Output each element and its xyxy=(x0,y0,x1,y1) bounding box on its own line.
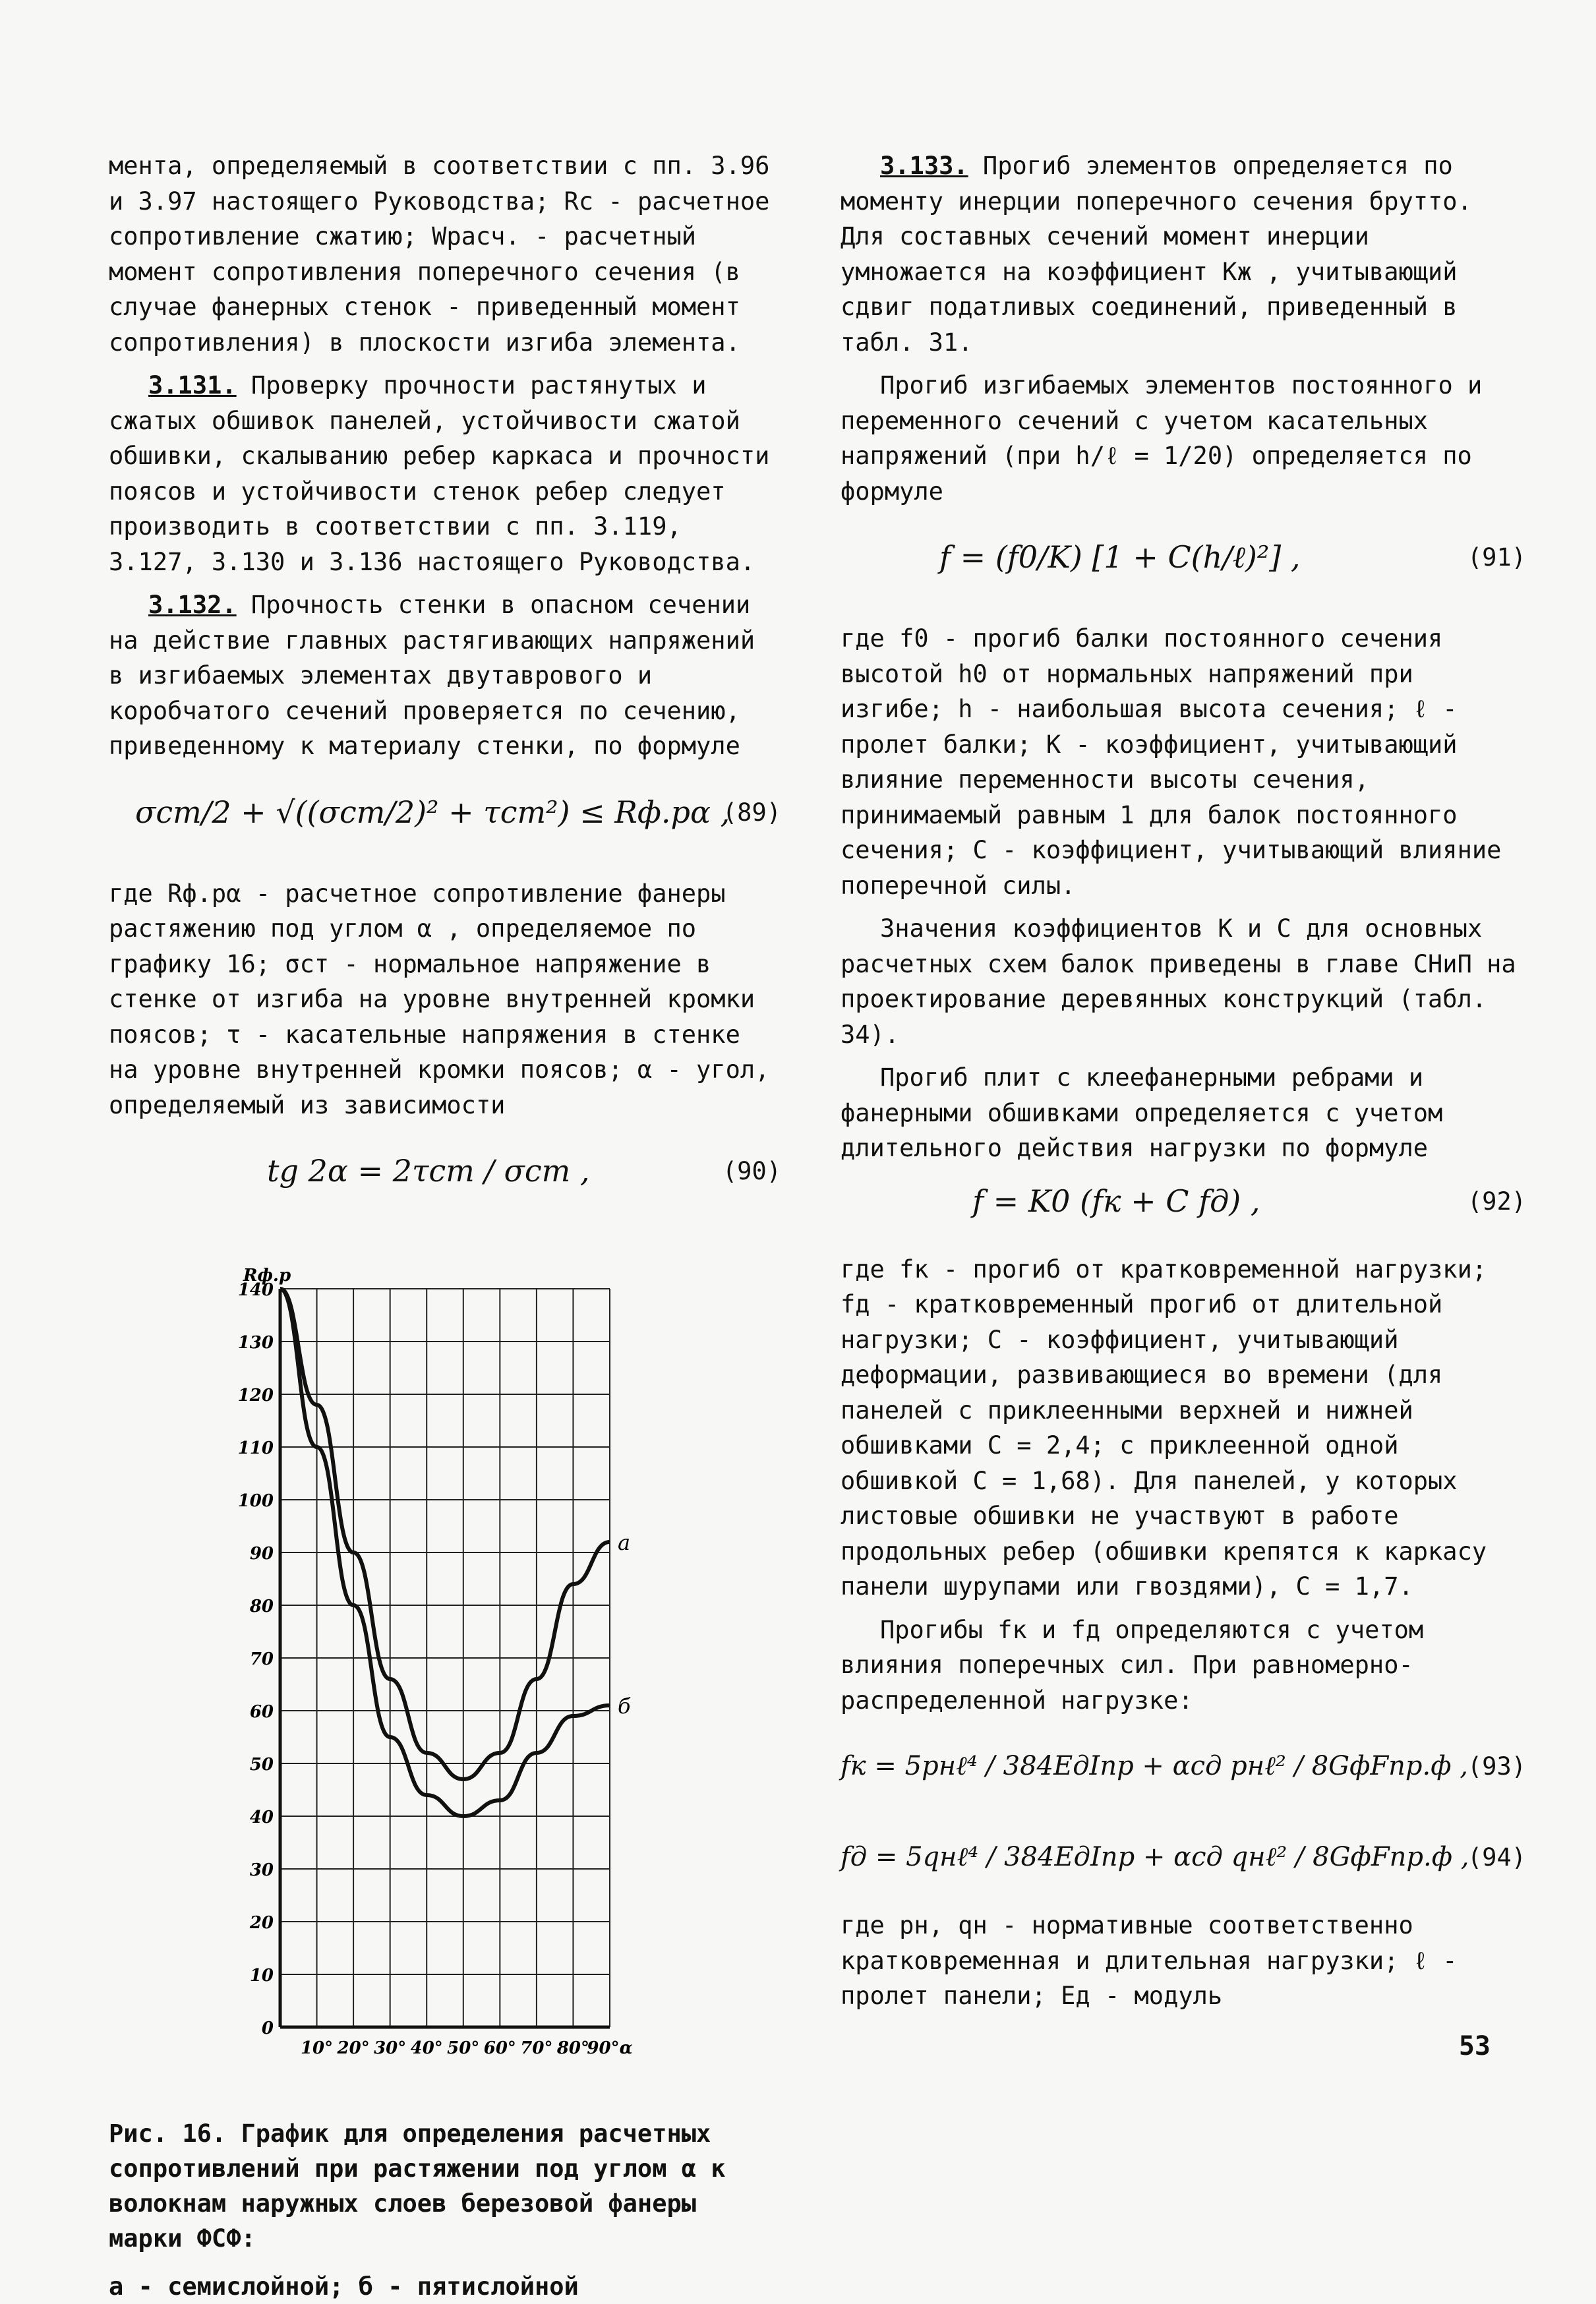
x-tick-label: 40° xyxy=(410,2038,443,2058)
formula-expression: σст/2 + √((σст/2)² + τст²) ≤ Rф.pα , xyxy=(135,794,730,830)
formula-93 xyxy=(841,1726,1526,1805)
x-tick-label: 50° xyxy=(447,2038,480,2058)
formula-89 xyxy=(109,772,781,864)
y-tick-label: 80 xyxy=(249,1597,274,1616)
y-tick-label: 60 xyxy=(249,1702,274,1722)
section-number: 3.132. xyxy=(148,591,237,619)
figure-caption: Рис. 16. График для определения расчетных сопротивлений при растяжении под углом α к волокнам наружных слоев березовой фанеры марки ФСФ: xyxy=(109,2119,726,2253)
section-text: Прочность стенки в опасном сечении на действие главных растягивающих напряжений в изгибаемых элементах двутаврового и коробчатого сечений проверяется по сечению, приведенному к материалу стенки, по формуле xyxy=(109,591,755,760)
paragraph: Значения коэффициентов K и C для основных расчетных схем балок приведены в главе СНиП на проектирование деревянных конструкций (табл. 34). xyxy=(841,914,1516,1049)
x-tick-label: 90°α xyxy=(587,2038,633,2058)
x-tick-label: 20° xyxy=(337,2038,370,2058)
formula-number: (94) xyxy=(1467,1843,1526,1872)
y-tick-label: 140 xyxy=(237,1280,274,1300)
right-column xyxy=(841,148,1526,2022)
formula-91 xyxy=(841,517,1526,609)
y-tick-label: 90 xyxy=(249,1544,274,1564)
formula-number: (90) xyxy=(722,1157,781,1185)
y-tick-label: 40 xyxy=(249,1808,274,1827)
formula-91-where: где f0 - прогиб балки постоянного сечения высотой h0 от нормальных напряжений при изгибе; h - наибольшая высота сечения; ℓ - пролет балки; K - коэффициент, учитывающий влияние переменности высоты сечения, принимаемый равным 1 для балок постоянного сечения; C - коэффициент, учитывающий влияние поперечной силы. xyxy=(841,624,1502,900)
formula-90 xyxy=(109,1131,781,1223)
formula-number: (91) xyxy=(1467,543,1526,572)
section-text: Проверку прочности растянутых и сжатых обшивок панелей, устойчивости сжатой обшивки, скалыванию ребер каркаса и прочности поясов и устойчивости стенок ребер следует производить в соответствии с пп. 3.119, 3.127, 3.130 и 3.136 настоящего Руководства. xyxy=(109,371,770,576)
y-tick-label: 10 xyxy=(249,1966,274,1986)
formula-94 xyxy=(841,1817,1526,1896)
formula-expression: f = K0 (fк + C fд) , xyxy=(972,1183,1260,1219)
paragraph-cont: мента, определяемый в соответствии с пп. 3.96 и 3.97 настоящего Руководства; Rc - расчетное сопротивление сжатию; Wрасч. - расчетный момент сопротивления поперечного сечения (в случае фанерных стенок - приведенный момент сопротивления) в плоскости изгиба элемента. xyxy=(109,152,770,357)
section-3-133 xyxy=(841,148,1526,360)
series-label: а xyxy=(618,1530,631,1555)
section-text: Прогиб элементов определяется по моменту инерции поперечного сечения брутто. Для составных сечений момент инерции умножается на коэффициент Kж , учитывающий сдвиг податливых соединений, приведенный в табл. 31. xyxy=(841,152,1472,357)
x-tick-label: 70° xyxy=(520,2038,553,2058)
y-tick-label: 100 xyxy=(237,1491,274,1511)
formula-92 xyxy=(841,1174,1526,1240)
paragraph: Прогиб изгибаемых элементов постоянного и переменного сечений с учетом касательных напряжений (при h/ℓ = 1/20) определяется по формуле xyxy=(841,371,1483,506)
formula-number: (93) xyxy=(1467,1752,1526,1781)
y-tick-label: 30 xyxy=(249,1860,274,1880)
y-tick-label: 0 xyxy=(261,2019,274,2038)
formula-92-where: где fк - прогиб от кратковременной нагрузки; fд - кратковременный прогиб от длительной нагрузки; C - коэффициент, учитывающий деформации, развивающиеся во времени (для панелей с приклеенными верхней и нижней обшивками C = 2,4; с приклеенной одной обшивкой C = 1,68). Для панелей, у которых листовые обшивки не участвуют в работе продольных ребер (обшивки крепятся к каркасу панели шурупами или гвоздями), C = 1,7. xyxy=(841,1255,1487,1601)
series-line-a xyxy=(280,1289,610,1779)
formula-89-where: где Rф.pα - расчетное сопротивление фанеры растяжению под углом α , определяемое по графику 16; σст - нормальное напряжение в стенке от изгиба на уровне внутренней кромки поясов; τ - касательные напряжения в стенке на уровне внутренней кромки поясов; α - угол, определяемый из зависимости xyxy=(109,879,770,1119)
y-tick-label: 110 xyxy=(237,1438,274,1458)
y-axis-label: Rф.p xyxy=(243,1266,291,1285)
x-tick-label: 60° xyxy=(483,2038,516,2058)
x-tick-label: 30° xyxy=(374,2038,407,2058)
left-column xyxy=(109,148,781,2301)
y-tick-label: 120 xyxy=(237,1386,274,1405)
section-3-131 xyxy=(109,368,781,579)
section-number: 3.131. xyxy=(148,371,237,399)
formula-expression: f = (f0/K) [1 + C(h/ℓ)²] , xyxy=(939,539,1301,575)
y-tick-label: 130 xyxy=(237,1333,274,1353)
formula-expression: tg 2α = 2τст / σст , xyxy=(267,1153,590,1189)
paragraph: Прогибы fк и fд определяются с учетом влияния поперечных сил. При равномерно-распределенной нагрузке: xyxy=(841,1615,1424,1715)
formula-94-where: где pн, qн - нормативные соответственно кратковременная и длительная нагрузки; ℓ - пролет панели; Eд - модуль xyxy=(841,1911,1458,2010)
section-3-132 xyxy=(109,587,781,764)
series-label: б xyxy=(618,1694,631,1719)
y-tick-label: 50 xyxy=(249,1755,274,1775)
x-tick-label: 80° xyxy=(556,2038,590,2058)
figure-16 xyxy=(109,1249,781,2301)
formula-number: (89) xyxy=(722,798,781,827)
formula-expression: fк = 5pнℓ⁴ / 384EдIпр + αсд pнℓ² / 8GфFпр.ф , xyxy=(841,1751,1468,1781)
chart-svg xyxy=(109,1249,781,2093)
formula-number: (92) xyxy=(1467,1187,1526,1216)
figure-caption-legend: а - семислойной; б - пятислойной xyxy=(109,2272,579,2301)
y-tick-label: 20 xyxy=(249,1913,274,1933)
paragraph: Прогиб плит с клеефанерными ребрами и фанерными обшивками определяется с учетом длительного действия нагрузки по формуле xyxy=(841,1063,1443,1162)
x-tick-label: 10° xyxy=(300,2038,334,2058)
page-number: 53 xyxy=(1458,2031,1491,2061)
y-tick-label: 70 xyxy=(249,1649,274,1669)
formula-expression: fд = 5qнℓ⁴ / 384EдIпр + αсд qнℓ² / 8GфFпр.ф , xyxy=(841,1842,1469,1872)
section-number: 3.133. xyxy=(880,152,968,180)
